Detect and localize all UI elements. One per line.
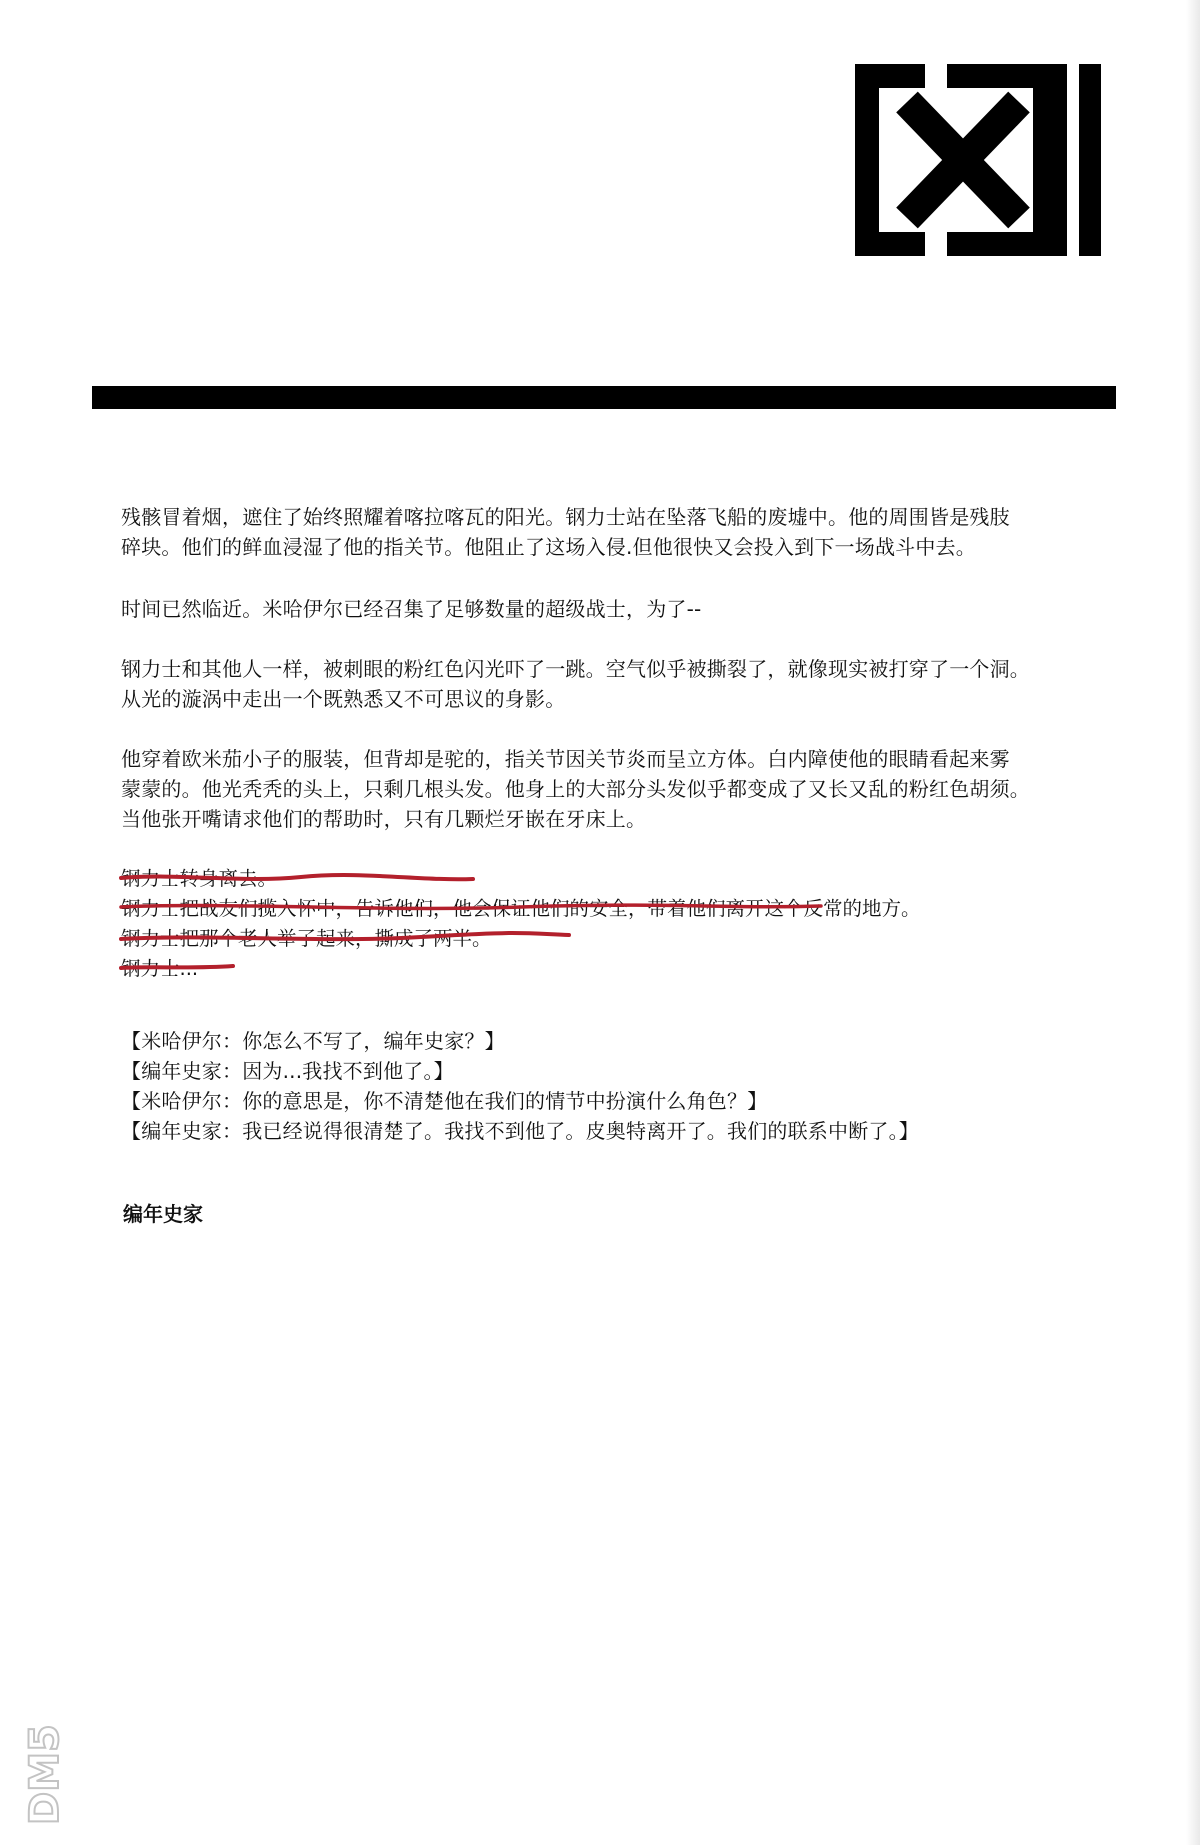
- struck-line: [121, 954, 198, 983]
- text-line: 时间已然临近。米哈伊尔已经召集了足够数量的超级战士，为了--: [121, 597, 702, 621]
- struck-line: [121, 894, 921, 923]
- signature: 编年史家: [123, 1202, 203, 1226]
- text-line: 碎块。他们的鲜血浸湿了他的指关节。他阻止了这场入侵.但他很快又会投入到下一场战斗中去。: [121, 535, 976, 559]
- narrative-paragraph-3: [121, 654, 1121, 714]
- narrative-paragraph-1: [121, 502, 1121, 562]
- text-line: 残骸冒着烟，遮住了始终照耀着喀拉喀瓦的阳光。钢力士站在坠落飞船的废墟中。他的周围皆是残肢: [121, 505, 1010, 529]
- struck-line: [121, 864, 277, 893]
- dialogue-line: 【米哈伊尔：你怎么不写了，编年史家？】: [121, 1029, 505, 1053]
- struck-line-text: 钢力士转身离去。: [121, 867, 278, 890]
- narrative-paragraph-2: [121, 594, 1121, 624]
- x-bracket-logo: [855, 64, 1101, 256]
- text-line: 从光的漩涡中走出一个既熟悉又不可思议的身影。: [121, 687, 566, 711]
- dialogue-line: 【编年史家：因为...我找不到他了。】: [121, 1059, 454, 1083]
- svg-text:DM5: DM5: [22, 1724, 68, 1825]
- struck-line-text: 钢力士把战友们揽入怀中，告诉他们，他会保证他们的安全，带着他们离开这个反常的地方。: [121, 897, 921, 920]
- struck-draft-lines: [121, 864, 1121, 984]
- page-edge-shade: [1186, 0, 1200, 1845]
- header-rule: [92, 386, 1116, 409]
- dialogue-block: [121, 1026, 1121, 1146]
- struck-line-text: 钢力士把那个老人举了起来，撕成了两半。: [121, 927, 492, 950]
- text-line: 当他张开嘴请求他们的帮助时，只有几颗烂牙嵌在牙床上。: [121, 807, 647, 831]
- dialogue-line: 【编年史家：我已经说得很清楚了。我找不到他了。皮奥特离开了。我们的联系中断了。】: [121, 1119, 919, 1143]
- dialogue-line: 【米哈伊尔：你的意思是，你不清楚他在我们的情节中扮演什么角色？】: [121, 1089, 768, 1113]
- dm5-watermark: [10, 1685, 70, 1835]
- struck-line: [121, 924, 492, 953]
- text-line: 他穿着欧米茄小子的服装，但背却是驼的，指关节因关节炎而呈立方体。白内障使他的眼睛看起来雾: [121, 747, 1010, 771]
- struck-line-text: 钢力士...: [121, 957, 199, 980]
- text-line: 蒙蒙的。他光秃秃的头上，只剩几根头发。他身上的大部分头发似乎都变成了又长又乱的粉红色胡须。: [121, 777, 1030, 801]
- narrative-paragraph-4: [121, 744, 1121, 834]
- text-line: 钢力士和其他人一样，被刺眼的粉红色闪光吓了一跳。空气似乎被撕裂了，就像现实被打穿了一个洞。: [121, 657, 1030, 681]
